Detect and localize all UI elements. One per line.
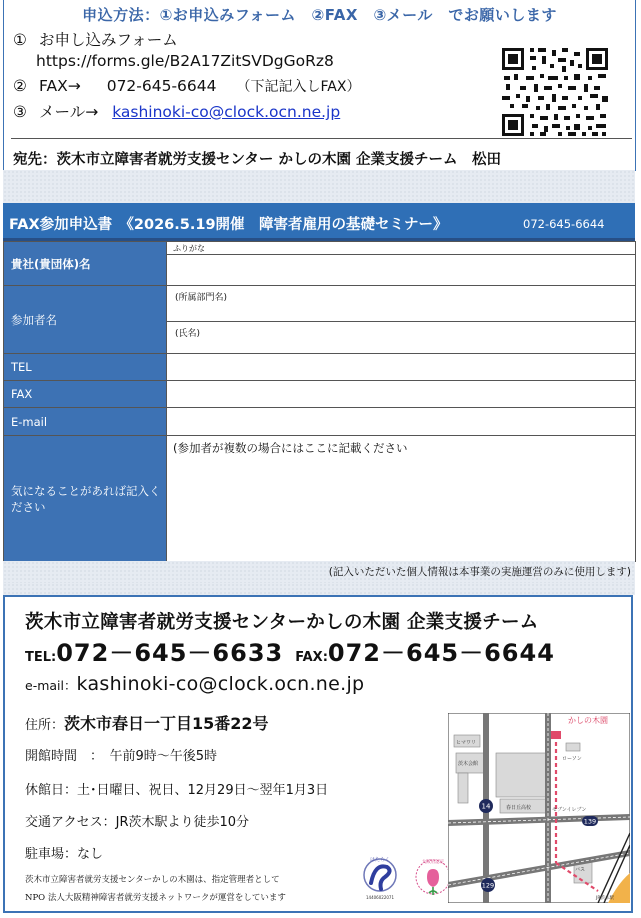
company-name-field[interactable] — [167, 255, 636, 286]
tel-field[interactable] — [167, 354, 636, 381]
tel-number: 072－645－6633 — [56, 639, 284, 667]
method-mail-link[interactable]: kashinoki-co@clock.ocn.ne.jp — [112, 103, 341, 121]
method-fax-number: ② — [13, 77, 27, 95]
method-fax-label: FAX→ — [39, 77, 81, 95]
map-station-label: JR茨木駅 — [596, 896, 614, 901]
address-value: 茨木市春日一丁目15番22号 — [64, 714, 269, 733]
email-label: E-mail — [4, 408, 167, 436]
closed-days: 休館日：土･日曜日、祝日、12月29日～翌年1月3日 — [25, 783, 329, 798]
participant-label: 参加者名 — [4, 286, 167, 354]
map-seven-label: セブンイレブン — [552, 807, 587, 813]
method-mail-label: メール→ — [39, 103, 99, 121]
method-fax-note: （下記記入しFAX） — [236, 79, 361, 95]
email-prefix: e-mail： — [25, 678, 77, 693]
parking-info: 駐車場：なし — [25, 847, 104, 862]
email-field[interactable] — [167, 408, 636, 436]
logo1-sub: 14406022071 — [366, 895, 394, 900]
furigana-field[interactable]: ふりがな — [167, 242, 636, 255]
method-form-label: お申し込みフォーム — [39, 31, 178, 49]
map-kasuga-label: 春日丘高校 — [506, 805, 532, 811]
map-route-14: 14 — [481, 802, 491, 811]
fax-label: FAX — [4, 381, 167, 408]
access-info: 交通アクセス：JR茨木駅より徒歩10分 — [25, 815, 250, 830]
operator-note-2: NPO 法人大阪精神障害者就労支援ネットワークが運営をしています — [25, 893, 286, 903]
notes-label: 気になることがあれば記入ください — [4, 436, 167, 562]
separator-strip-2 — [3, 583, 635, 595]
participant-name-field[interactable]: (氏名) — [167, 322, 636, 354]
fax-field[interactable] — [167, 381, 636, 408]
map-bus-label: バス — [575, 867, 586, 873]
company-label: 貴社(貴団体)名 — [4, 242, 167, 286]
tel-label: TEL — [4, 354, 167, 381]
form-url-link[interactable]: https://forms.gle/B2A17ZitSVDgGoRz8 — [36, 52, 334, 70]
map-route-139: 139 — [583, 817, 597, 826]
map-ibaraki-hall-label: 茨木会館 — [458, 761, 479, 767]
method-mail-line — [13, 100, 340, 122]
address-prefix: 住所： — [25, 718, 65, 733]
fax-form-header — [3, 203, 635, 241]
application-methods-box — [3, 0, 636, 171]
operator-note-1: 茨木市立障害者就労支援センターかしの木園は、指定管理者として — [25, 875, 280, 885]
separator-strip — [3, 170, 635, 203]
map-himawari-label: ヒマワリ — [456, 740, 477, 746]
destination-text: 宛先：茨木市立障害者就労支援センター かしの木園 企業支援チーム 松田 — [13, 152, 502, 168]
fax-prefix: FAX: — [295, 650, 328, 665]
logo1-text: はたらく — [369, 857, 391, 863]
method-form-number: ① — [13, 31, 27, 49]
top-divider — [11, 138, 632, 139]
method-form-line — [13, 28, 178, 50]
employment-support-logo-icon — [357, 855, 403, 901]
logo2-text: 大阪府認定 — [421, 860, 445, 865]
department-field[interactable]: (所属部門名) — [167, 286, 636, 322]
address-line — [25, 711, 269, 734]
privacy-note: (記入いただいた個人情報は本事業の実施運営のみに使用します) — [3, 561, 635, 583]
fax-application-form — [3, 241, 636, 562]
email-line — [25, 673, 364, 695]
map-kashinoki-label: かしの木園 — [568, 716, 608, 725]
contact-email: kashinoki-co@clock.ocn.ne.jp — [76, 673, 365, 695]
fax-number: 072－645－6644 — [327, 639, 555, 667]
map-lawson-label: ローソン — [562, 756, 582, 762]
phone-fax-line — [25, 633, 555, 668]
method-fax-line — [13, 76, 360, 96]
fax-form-title: FAX参加申込書 《2026.5.19開催 障害者雇用の基礎セミナー》 — [9, 217, 448, 233]
opening-hours: 開館時間 ： 午前9時～午後5時 — [25, 749, 218, 764]
tel-prefix: TEL: — [25, 650, 57, 665]
method-mail-number: ③ — [13, 103, 27, 121]
location-map[interactable] — [448, 713, 630, 903]
qr-code-icon[interactable] — [500, 46, 610, 138]
notes-field[interactable]: (参加者が複数の場合にはここに記載ください — [167, 436, 636, 562]
organization-name: 茨木市立障害者就労支援センターかしの木園 企業支援チーム — [25, 612, 539, 633]
fax-form-phone: 072-645-6644 — [523, 217, 605, 231]
method-fax-value: 072-645-6644 — [106, 77, 217, 95]
application-methods-heading: 申込方法：①お申込みフォーム ②FAX ③メール でお願いします — [82, 6, 557, 24]
map-route-129: 129 — [481, 881, 495, 890]
contact-info-box — [3, 595, 633, 913]
